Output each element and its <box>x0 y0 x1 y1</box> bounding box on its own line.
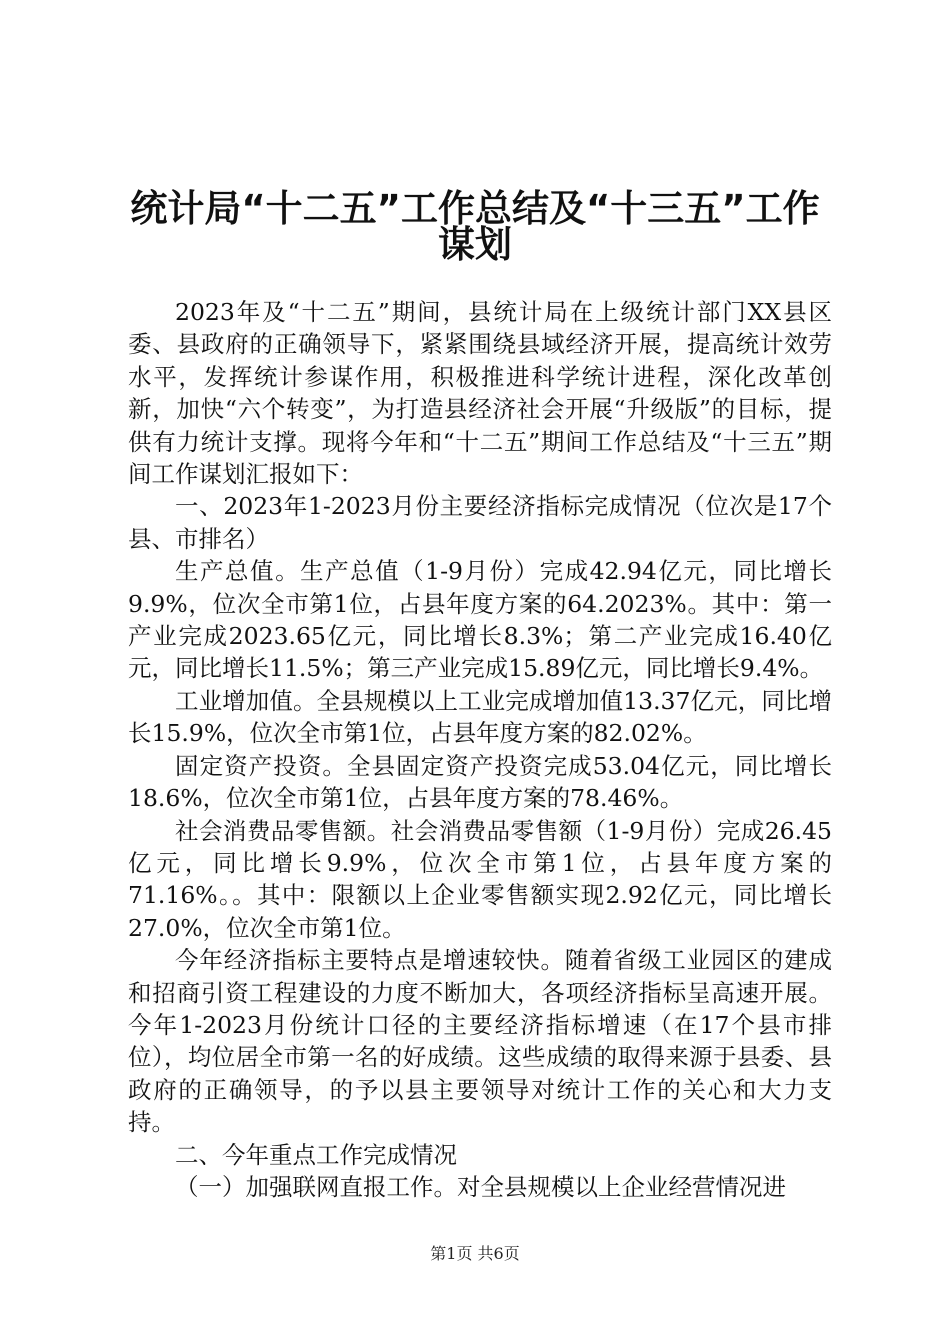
paragraph-industry: 工业增加值。全县规模以上工业完成增加值13.37亿元，同比增长15.9%，位次全市第1位，占县年度方案的82.02%。 <box>128 686 832 748</box>
paragraph-investment: 固定资产投资。全县固定资产投资完成53.04亿元，同比增长18.6%，位次全市第1位，占县年度方案的78.46%。 <box>128 751 832 813</box>
document-body <box>128 296 832 1203</box>
paragraph-features: 今年经济指标主要特点是增速较快。随着省级工业园区的建成和招商引资工程建设的力度不断加大，各项经济指标呈高速开展。今年1-2023月份统计口径的主要经济指标增速（在17个县市排位），均位居全市第一名的好成绩。这些成绩的取得来源于县委、县政府的正确领导，的予以县主要领导对统计工作的关心和大力支持。 <box>128 946 832 1137</box>
paragraph-subsection-1: （一）加强联网直报工作。对全县规模以上企业经营情况进 <box>175 1172 786 1201</box>
document-title-line-1: 统计局“十二五”工作总结及“十三五”工作 <box>130 187 820 230</box>
paragraph-retail: 社会消费品零售额。社会消费品零售额（1-9月份）完成26.45亿元，同比增长9.9%，位次全市第1位，占县年度方案的71.16%。。其中：限额以上企业零售额实现2.92亿元，同比增长27.0%，位次全市第1位。 <box>128 816 832 942</box>
section-heading-2: 二、今年重点工作完成情况 <box>175 1140 457 1169</box>
section-heading-1: 一、2023年1-2023月份主要经济指标完成情况（位次是17个县、市排名） <box>128 492 832 553</box>
paragraph-intro: 2023年及“十二五”期间，县统计局在上级统计部门XX县区委、县政府的正确领导下，紧紧围绕县域经济开展，提高统计效劳水平，发挥统计参谋作用，积极推进科学统计进程，深化改革创新，加快“六个转变”，为打造县经济社会开展“升级版”的目标，提供有力统计支撑。现将今年和“十二五”期间工作总结及“十三五”期间工作谋划汇报如下： <box>128 298 832 489</box>
document-title-line-2: 谋划 <box>438 223 512 266</box>
page-footer: 第1页 共6页 <box>430 1244 520 1263</box>
paragraph-gdp: 生产总值。生产总值（1-9月份）完成42.94亿元，同比增长9.9%，位次全市第1位，占县年度方案的64.2023%。其中：第一产业完成2023.65亿元，同比增长8.3%；第二产业完成16.40亿元，同比增长11.5%；第三产业完成15.89亿元，同比增长9.4%。 <box>128 557 832 683</box>
